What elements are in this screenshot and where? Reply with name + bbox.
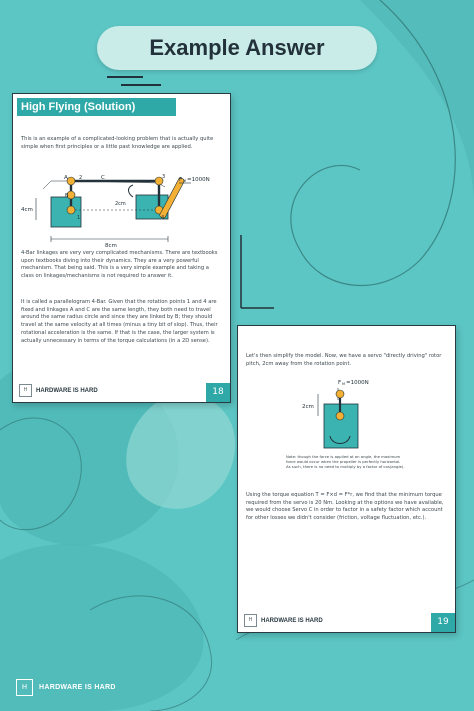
title-underline-2 [121, 84, 161, 86]
force-value-2: =1000N [346, 380, 369, 386]
force-subscript-2: M [342, 382, 346, 386]
four-bar-linkage-diagram [21, 171, 211, 249]
force-value: =1000N [187, 177, 210, 183]
intro-text: This is an example of a complicated-looking problem that is actually quite simple when first principles or a little past knowledge are applied. [21, 136, 214, 150]
brand-name: HARDWARE IS HARD [36, 387, 98, 394]
label-2: 2 [79, 175, 83, 181]
label-c: C [101, 175, 105, 181]
angle-note: Note: though the force is applied at an angle, the maximum force would occur when the propeller is perfectly horizontal. As such, there is no need to multiply by a factor of cos(angle). [286, 454, 405, 469]
force-subscript: M [183, 179, 187, 183]
height-label: 4cm [21, 207, 33, 213]
footer-brand [19, 384, 98, 397]
solution-page-18 [12, 93, 231, 403]
servo-diagram [298, 376, 398, 454]
mid-label: 2cm [115, 201, 126, 207]
footer-brand-2 [244, 614, 323, 627]
corner-brand [16, 679, 116, 696]
title-underline [107, 76, 143, 78]
width-label: 8cm [105, 243, 117, 249]
force-symbol: F [179, 177, 183, 183]
brand-name-2: HARDWARE IS HARD [261, 617, 323, 624]
brand-logo-icon-2: H [244, 614, 257, 627]
force-symbol-2: F [338, 380, 342, 386]
simplify-text: Let's then simplify the model. Now, we have a servo "directly driving" rotor pitch, 2cm away from the rotation point. [246, 353, 442, 367]
base-block-left [51, 197, 81, 227]
corner-logo-icon: H [16, 679, 33, 696]
parallelogram-text: It is called a parallelogram 4-Bar. Given that the rotation points 1 and 4 are fixed and linkages A and C are the same length, they both need to travel around the same radius circle and since they are linked by B; they should travel at the same velocity at all times (minus a tiny bit of slop). Thus, their rotational acceleration is the same. If that is the case, the larger system is actually unnecessary in terms of the torque calculations (in a 2D sense). [21, 299, 218, 344]
label-3: 3 [162, 174, 166, 180]
torque-text: Using the torque equation T = F×d = F*r, we find that the minimum torque required from the servo is 20 Nm. Looking at the options we have available, we would choose Servo C in order to factor in a safety factor which account for other losses we didn't consider (friction, voltage fluctuation, etc.). [246, 492, 444, 522]
page-heading: High Flying (Solution) [17, 98, 176, 116]
mid-label-2: 2cm [302, 404, 314, 410]
page-title: Example Answer [149, 35, 325, 60]
linkage-text: 4-Bar linkages are very very complicated mechanisms. There are textbooks upon textbooks diving into their dynamics. They are a very powerful mechanism. That being said. This is a very simple example and taking a class on linkages/mechanisms is not required to answer it. [21, 250, 218, 280]
label-a: A [64, 175, 68, 181]
label-4: 4 [161, 215, 165, 221]
label-1: 1 [77, 215, 81, 221]
page-number-2: 19 [431, 613, 455, 632]
title-pill [97, 26, 377, 70]
brand-logo-icon: H [19, 384, 32, 397]
page-number: 18 [206, 383, 230, 402]
corner-brand-name: HARDWARE IS HARD [39, 684, 116, 691]
solution-page-19 [237, 325, 456, 633]
label-b: B [65, 193, 69, 199]
